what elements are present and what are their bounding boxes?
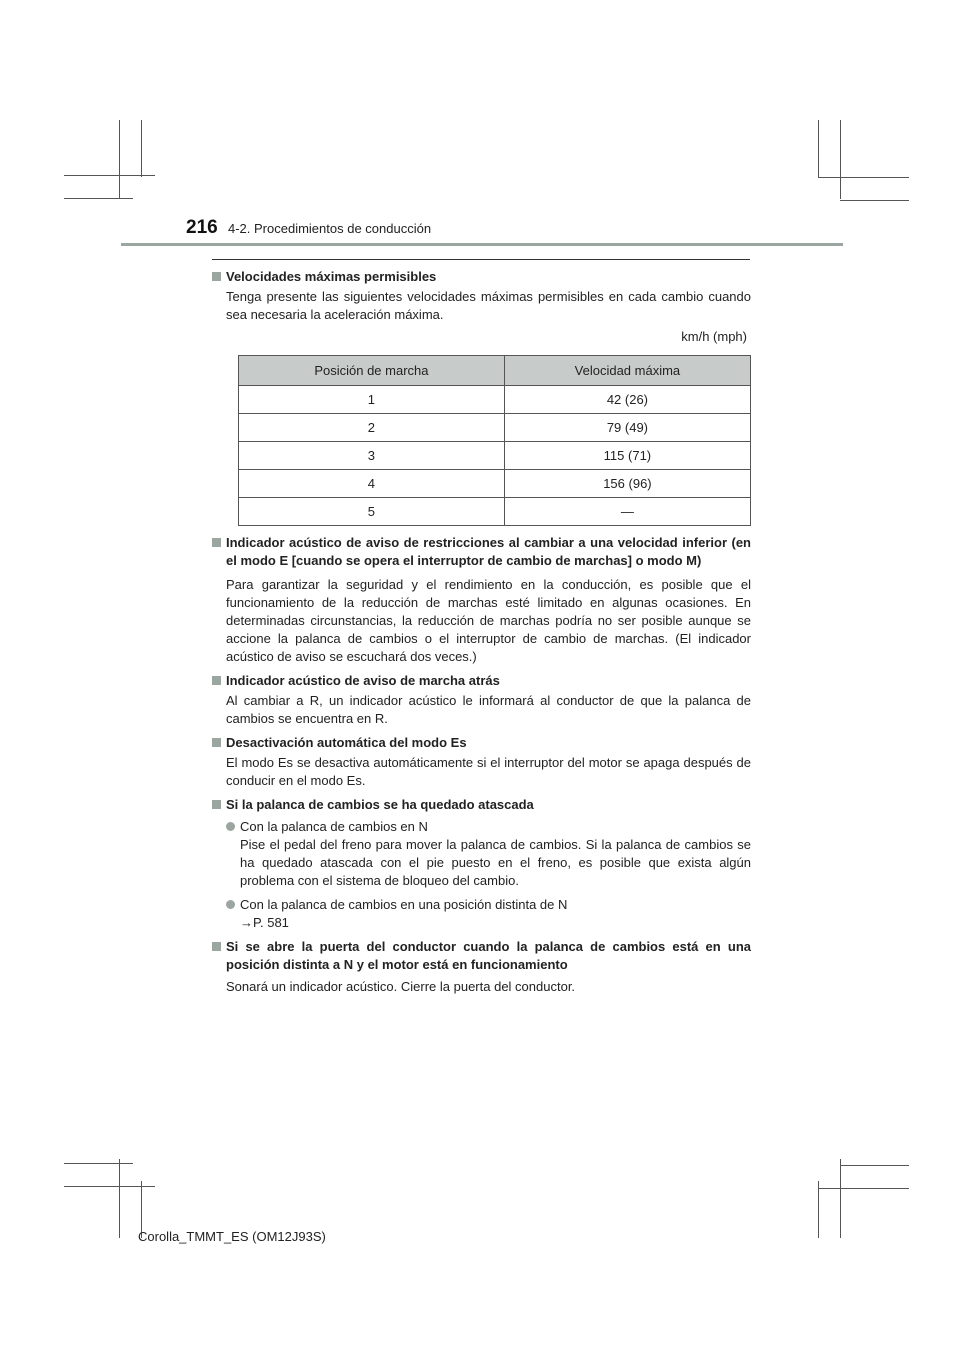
heading-reverse-buzzer: Indicador acústico de aviso de marcha atrás xyxy=(212,672,751,690)
table-cell: 4 xyxy=(239,470,505,498)
crop-mark xyxy=(818,1181,819,1238)
table-row xyxy=(239,442,751,470)
table-row xyxy=(239,386,751,414)
table-cell: 156 (96) xyxy=(504,470,750,498)
crop-mark xyxy=(840,1159,841,1238)
heading-downshift-buzzer: Indicador acústico de aviso de restricciones al cambiar a una velocidad inferior (en el modo E [cuando se opera el interruptor de cambio de marchas] o modo M) xyxy=(212,534,751,570)
table-cell: 79 (49) xyxy=(504,414,750,442)
paragraph-reverse-buzzer: Al cambiar a R, un indicador acústico le informará al conductor de que la palanca de cambios se encuentra en R. xyxy=(226,693,751,726)
table-cell: — xyxy=(504,498,750,526)
table-header: Velocidad máxima xyxy=(504,356,750,386)
list-item-title: Con la palanca de cambios en N xyxy=(240,819,428,834)
heading-es-mode: Desactivación automática del modo Es xyxy=(212,734,751,752)
crop-mark xyxy=(840,200,909,201)
square-bullet-icon xyxy=(212,538,221,547)
crop-mark xyxy=(818,1188,909,1189)
crop-mark xyxy=(64,1163,133,1164)
list-item-title: Con la palanca de cambios en una posición distinta de N xyxy=(240,897,568,912)
crop-mark xyxy=(119,1159,120,1238)
content xyxy=(212,268,751,996)
page-reference: →P. 581 xyxy=(240,915,289,930)
square-bullet-icon xyxy=(212,800,221,809)
square-bullet-icon xyxy=(212,738,221,747)
paragraph-es-mode: El modo Es se desactiva automáticamente si el interruptor del motor se apaga después de conducir en el modo Es. xyxy=(226,755,751,788)
table-cell: 115 (71) xyxy=(504,442,750,470)
table-header: Posición de marcha xyxy=(239,356,505,386)
paragraph-door-open: Sonará un indicador acústico. Cierre la puerta del conductor. xyxy=(226,979,576,994)
circle-bullet-icon xyxy=(226,822,235,831)
table-row xyxy=(239,470,751,498)
paragraph-downshift-buzzer: Para garantizar la seguridad y el rendimiento en la conducción, es posible que el funcionamiento de la reducción de marchas esté limitado en algunas ocasiones. En determinadas circunstancias, la reducción de marchas podría no ser posible aunque se accione la palanca de cambios o el interruptor de cambio de marchas. (El indicador acústico de aviso se escuchará dos veces.) xyxy=(226,577,751,664)
crop-mark xyxy=(141,120,142,177)
square-bullet-icon xyxy=(212,676,221,685)
list-item-text: Pise el pedal del freno para mover la palanca de cambios. Si la palanca de cambios se ha quedado atascada con el pie puesto en el freno, es posible que exista algún problema con el sistema de bloqueo del cambio. xyxy=(240,837,751,888)
table-cell: 1 xyxy=(239,386,505,414)
crop-mark xyxy=(818,177,909,178)
list-item xyxy=(212,818,751,890)
table-cell: 5 xyxy=(239,498,505,526)
list-item xyxy=(212,896,751,932)
table-cell: 2 xyxy=(239,414,505,442)
max-speed-table xyxy=(238,355,751,526)
table-row xyxy=(239,414,751,442)
footer-model-code: Corolla_TMMT_ES (OM12J93S) xyxy=(138,1229,326,1244)
square-bullet-icon xyxy=(212,942,221,951)
section-title: 4-2. Procedimientos de conducción xyxy=(228,221,432,236)
crop-mark xyxy=(119,120,120,199)
table-header-row xyxy=(239,356,751,386)
crop-mark xyxy=(840,120,841,199)
paragraph-max-speeds: Tenga presente las siguientes velocidades máximas permisibles en cada cambio cuando sea necesaria la aceleración máxima. xyxy=(226,289,751,322)
heading-max-speeds: Velocidades máximas permisibles xyxy=(212,268,751,286)
table-row xyxy=(239,498,751,526)
crop-mark xyxy=(64,198,133,199)
crop-mark xyxy=(840,1165,909,1166)
circle-bullet-icon xyxy=(226,900,235,909)
unit-label: km/h (mph) xyxy=(681,329,747,344)
table-cell: 3 xyxy=(239,442,505,470)
crop-mark xyxy=(64,1186,155,1187)
heading-door-open: Si se abre la puerta del conductor cuando la palanca de cambios está en una posición distinta a N y el motor está en funcionamiento xyxy=(212,938,751,974)
crop-mark xyxy=(818,120,819,177)
crop-mark xyxy=(64,175,155,176)
content-top-rule xyxy=(212,259,750,260)
header-rule xyxy=(121,243,843,246)
table-cell: 42 (26) xyxy=(504,386,750,414)
square-bullet-icon xyxy=(212,272,221,281)
page-number: 216 xyxy=(186,217,218,238)
heading-stuck-lever: Si la palanca de cambios se ha quedado atascada xyxy=(212,796,751,814)
